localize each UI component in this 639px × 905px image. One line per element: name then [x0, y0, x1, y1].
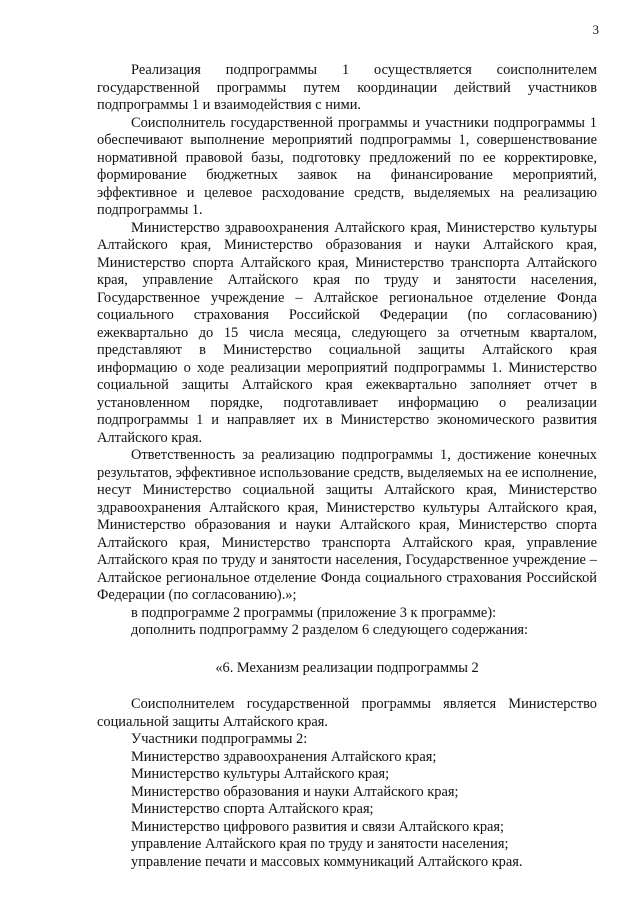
- participants-title: Участники подпрограммы 2:: [131, 731, 308, 747]
- section-heading: «6. Механизм реализации подпрограммы 2: [215, 659, 479, 676]
- participant-item: Министерство цифрового развития и связи Алтайского края;: [131, 818, 505, 835]
- page-number: 3: [592, 22, 599, 37]
- paragraph-co-executor: Соисполнителем государственной программы является Министерство социальной защиты Алтайского края.: [97, 696, 597, 730]
- amendment-line-add-section: дополнить подпрограмму 2 разделом 6 следующего содержания:: [131, 622, 529, 638]
- paragraph-responsibility: Ответственность за реализацию подпрограммы 1, достижение конечных результатов, эффективное использование средств, выделяемых на ее исполнение, несут Министерство социальной защиты Алтайского края, Министерство здравоохранения Алтайского края, Министерство культуры Алтайского края, Министерство образования и науки Алтайского края, Министерство спорта Алтайского края, Министерство транспорта Алтайского края, управление Алтайского края по труду и занятости населения, Государственное учреждение – Алтайское региональное отделение Фонда социального страхования Российской Федерации (по согласованию).»;: [97, 447, 597, 603]
- participant-item: Министерство образования и науки Алтайского края;: [131, 783, 459, 800]
- paragraph-implementation: Реализация подпрограммы 1 осуществляется соисполнителем государственной программы путем координации действий участников подпрограммы 1 и взаимодействия с ними.: [97, 62, 597, 113]
- paragraph-quarterly-reporting: Министерство здравоохранения Алтайского края, Министерство культуры Алтайского края, Министерство образования и науки Алтайского края, Министерство спорта Алтайского края, Министерство транспорта Алтайского края, управление Алтайского края по труду и занятости населения, Государственное учреждение – Алтайское региональное отделение Фонда социального страхования Российской Федерации (по согласованию) ежеквартально до 15 числа месяца, следующего за отчетным кварталом, представляют в Министерство социальной защиты Алтайского края информацию о ходе реализации мероприятий подпрограммы 1. Министерство социальной защиты Алтайского края ежеквартально заполняет отчет в установленном порядке, подготавливает информацию о реализации подпрограммы 1 и направляет их в Министерство экономического развития Алтайского края.: [97, 219, 597, 446]
- participant-item: Министерство культуры Алтайского края;: [131, 766, 390, 782]
- amendment-line-subprogram-2: в подпрограмме 2 программы (приложение 3 к программе):: [131, 604, 497, 621]
- document-body: [97, 62, 597, 871]
- participant-item: управление печати и массовых коммуникаций Алтайского края.: [131, 853, 523, 870]
- participant-item: управление Алтайского края по труду и занятости населения;: [131, 836, 509, 852]
- paragraph-co-executor-duties: Соисполнитель государственной программы и участники подпрограммы 1 обеспечивают выполнение мероприятий подпрограммы 1, совершенствование нормативной правовой базы, подготовку предложений по ее корректировке, формирование бюджетных заявок на финансирование мероприятий, эффективное и целевое расходование средств, выделяемых на реализацию подпрограммы 1.: [97, 114, 597, 218]
- participant-item: Министерство здравоохранения Алтайского края;: [131, 748, 437, 765]
- participant-item: Министерство спорта Алтайского края;: [131, 801, 374, 817]
